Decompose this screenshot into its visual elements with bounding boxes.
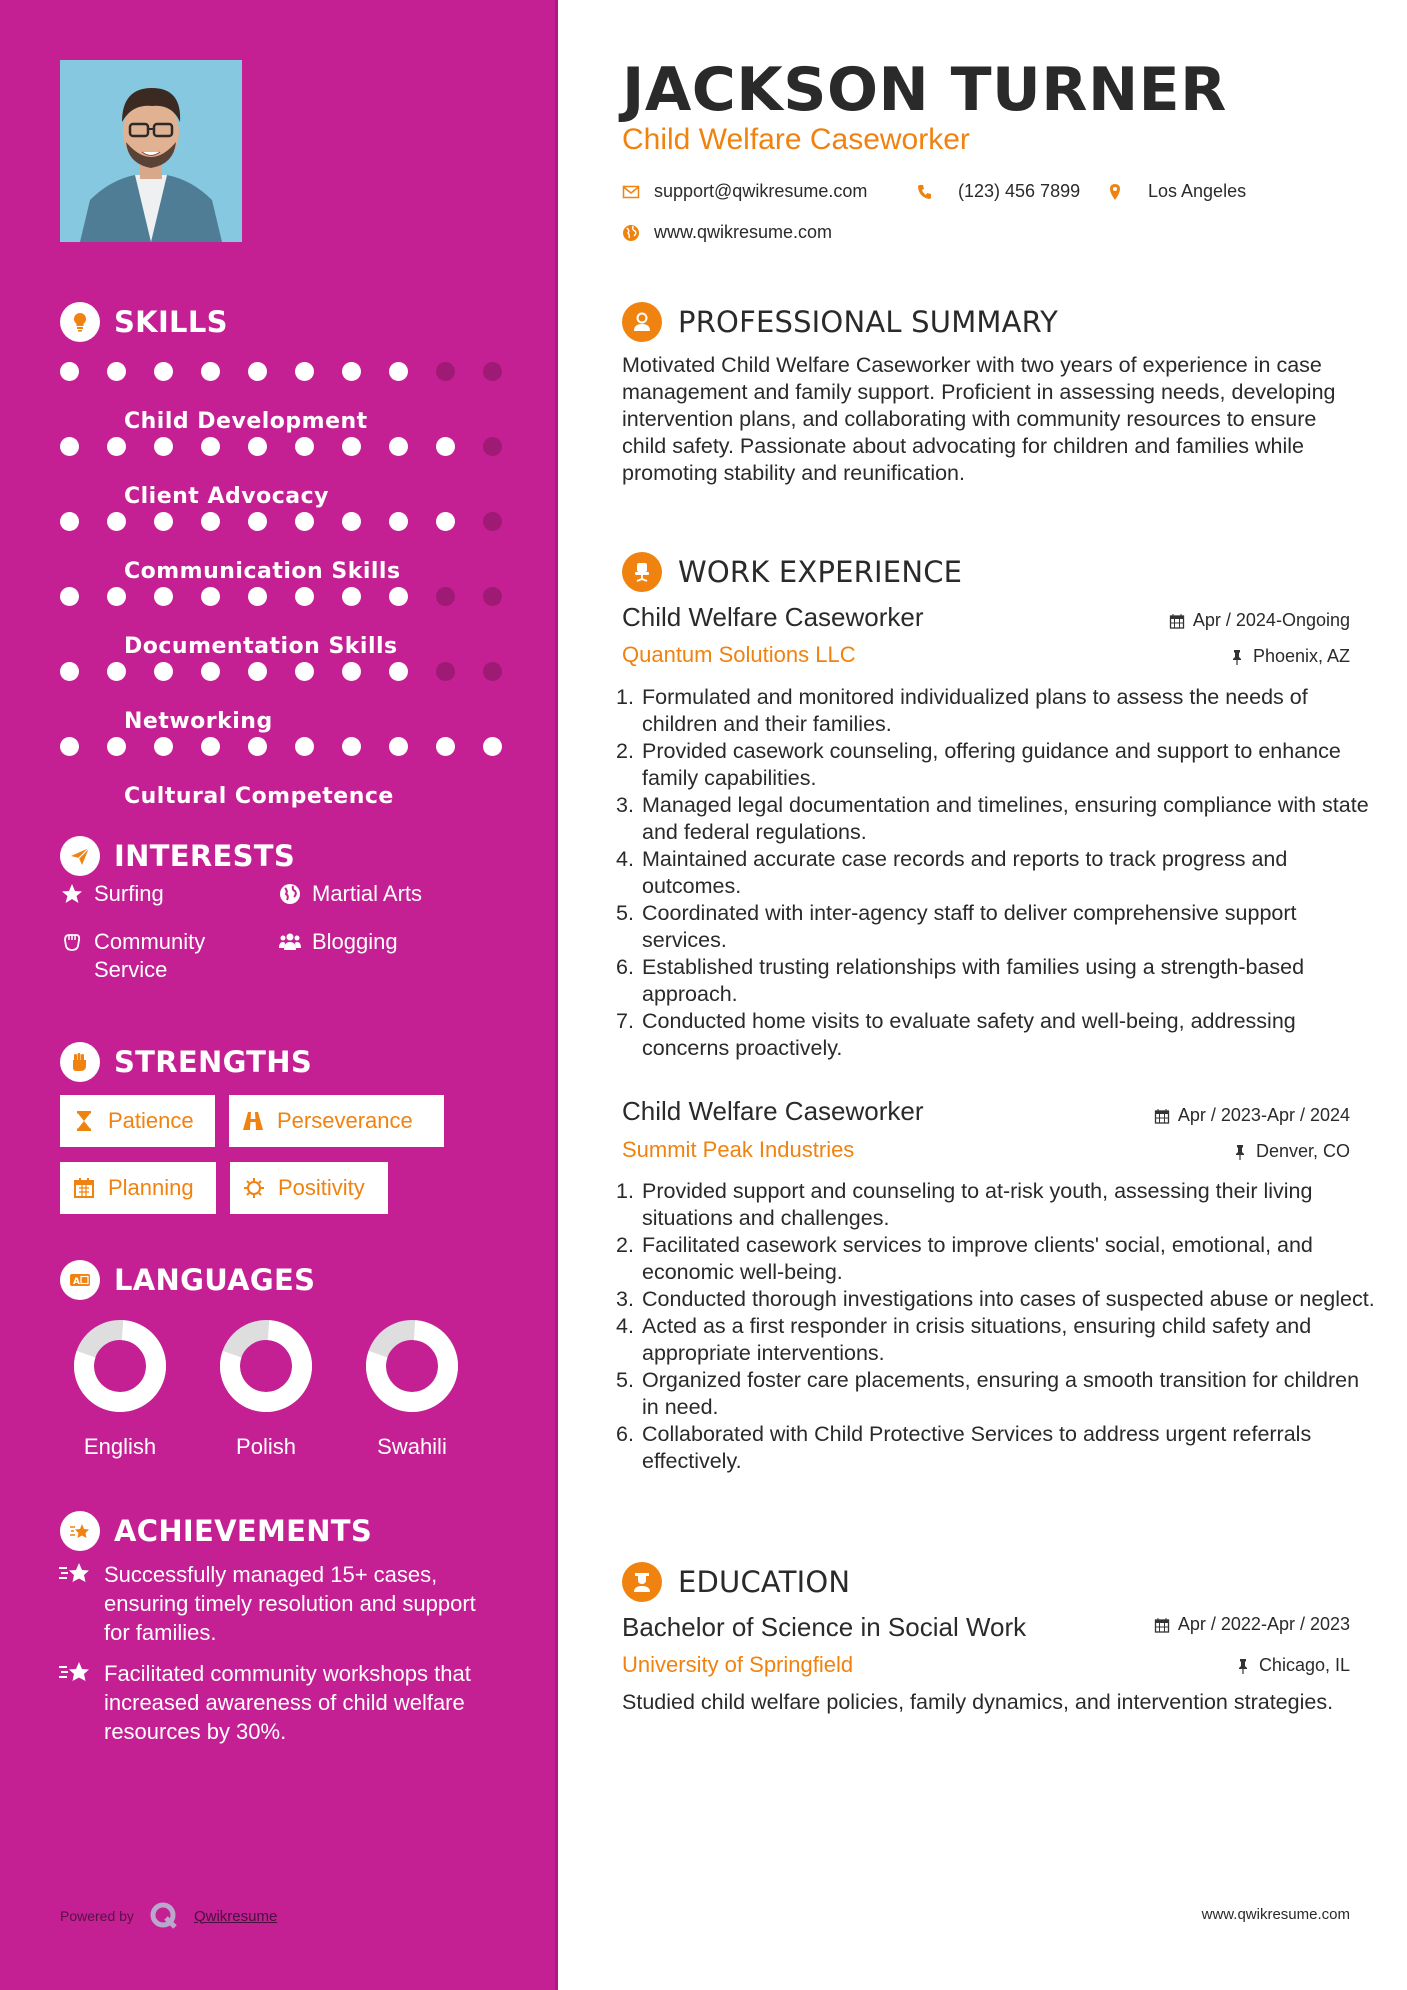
- list-number: 5.: [616, 901, 634, 925]
- map-pin-icon: [1106, 183, 1124, 201]
- education-description: Studied child welfare policies, family dynamics, and intervention strategies.: [622, 1690, 1334, 1714]
- rating-dot-filled: [154, 737, 173, 756]
- rating-dot-filled: [201, 662, 220, 681]
- language-name: Swahili: [377, 1434, 447, 1459]
- fist-icon: [60, 1042, 100, 1082]
- rating-dot-filled: [154, 437, 173, 456]
- phone-icon: [916, 183, 934, 201]
- language-item: [352, 1320, 472, 1460]
- language-item: [60, 1320, 180, 1460]
- rating-dot-filled: [201, 437, 220, 456]
- interest-item: Surfing: [60, 880, 164, 908]
- calendar-icon: [1169, 613, 1185, 629]
- rating-dot-empty: [483, 362, 502, 381]
- rating-dot-filled: [107, 512, 126, 531]
- rating-dot-filled: [201, 362, 220, 381]
- responsibility-text: Organized foster care placements, ensuring a smooth transition for children in need.: [642, 1368, 1360, 1419]
- job-2-responsibilities: [616, 1178, 1376, 1475]
- achievement-item: Facilitated community workshops that increased awareness of child welfare resources by 30%.: [58, 1659, 498, 1746]
- responsibility-item: [616, 684, 1376, 738]
- skill-name: Communication Skills: [124, 559, 401, 584]
- education-heading: EDUCATION: [622, 1562, 850, 1602]
- rating-dot-filled: [389, 662, 408, 681]
- summary-heading: PROFESSIONAL SUMMARY: [622, 302, 1058, 342]
- users-icon: [278, 930, 302, 954]
- skill-item: [60, 577, 520, 659]
- rating-dot-filled: [60, 437, 79, 456]
- interest-item: Blogging: [278, 928, 398, 956]
- rating-dot-filled: [342, 737, 361, 756]
- degree-title: Bachelor of Science in Social Work: [622, 1612, 1027, 1642]
- list-number: 1.: [616, 1179, 634, 1203]
- rating-dot-filled: [295, 512, 314, 531]
- rating-dot-filled: [389, 362, 408, 381]
- proficiency-donut-icon: [74, 1320, 166, 1412]
- rating-dot-filled: [342, 662, 361, 681]
- responsibility-text: Maintained accurate case records and reports to track progress and outcomes.: [642, 847, 1288, 898]
- globe-icon: [622, 224, 640, 242]
- paper-plane-icon: [60, 836, 100, 876]
- responsibility-text: Provided support and counseling to at-risk youth, assessing their living situations and challenges.: [642, 1179, 1313, 1230]
- list-number: 3.: [616, 793, 634, 817]
- rating-dot-filled: [107, 362, 126, 381]
- skill-rating: [60, 587, 520, 606]
- shooting-star-icon: [58, 1560, 92, 1588]
- candidate-name: JACKSON TURNER: [622, 55, 1227, 125]
- responsibility-text: Acted as a first responder in crisis situations, ensuring child safety and appropriate interventions.: [642, 1314, 1312, 1365]
- rating-dot-empty: [436, 362, 455, 381]
- skill-item: [60, 427, 520, 509]
- rating-dot-filled: [295, 662, 314, 681]
- skill-name: Documentation Skills: [124, 634, 398, 659]
- list-number: 3.: [616, 1287, 634, 1311]
- main-content: [558, 0, 1407, 1990]
- rating-dot-filled: [201, 512, 220, 531]
- user-icon: [622, 302, 662, 342]
- job-1-responsibilities: [616, 684, 1376, 1062]
- summary-text: Motivated Child Welfare Caseworker with two years of experience in case management and family support. Proficient in assessing needs, developing intervention plans, and collaborating with community resources to ensure child safety. Passionate about advocating for children and families while promoting stability and reunification.: [622, 353, 1336, 485]
- skill-name: Networking: [124, 709, 273, 734]
- rating-dot-filled: [107, 437, 126, 456]
- achievement-item: Successfully managed 15+ cases, ensuring timely resolution and support for families.: [58, 1560, 498, 1647]
- skill-item: [60, 727, 520, 809]
- interest-item: Community Service: [60, 928, 244, 984]
- job-1-title: Child Welfare Caseworker: [622, 602, 924, 632]
- responsibility-text: Conducted home visits to evaluate safety and well-being, addressing concerns proactively.: [642, 1009, 1296, 1060]
- shooting-star-icon: [60, 1511, 100, 1551]
- rating-dot-filled: [436, 737, 455, 756]
- rating-dot-empty: [483, 512, 502, 531]
- skill-rating: [60, 362, 520, 381]
- rating-dot-filled: [295, 737, 314, 756]
- skill-rating: [60, 512, 520, 531]
- achievements-heading: ACHIEVEMENTS: [60, 1511, 372, 1551]
- rating-dot-filled: [389, 512, 408, 531]
- responsibility-text: Provided casework counseling, offering guidance and support to enhance family capabilities.: [642, 739, 1341, 790]
- contact-phone: (123) 456 7899: [916, 181, 1080, 202]
- skills-heading: SKILLS: [60, 302, 228, 342]
- responsibility-item: [616, 900, 1376, 954]
- shooting-star-icon: [58, 1659, 92, 1687]
- rating-dot-empty: [436, 587, 455, 606]
- skill-rating: [60, 662, 520, 681]
- languages-heading: A LANGUAGES: [60, 1260, 315, 1300]
- footer-website[interactable]: www.qwikresume.com: [1201, 1906, 1350, 1923]
- responsibility-text: Managed legal documentation and timelines, ensuring compliance with state and federal regulations.: [642, 793, 1369, 844]
- star-icon: [60, 882, 84, 906]
- powered-by: Powered by Qwikresume: [60, 1900, 277, 1932]
- list-number: 4.: [616, 847, 634, 871]
- rating-dot-filled: [154, 362, 173, 381]
- strength-chip: Perseverance: [229, 1095, 444, 1147]
- rating-dot-filled: [342, 362, 361, 381]
- rating-dot-empty: [436, 662, 455, 681]
- responsibility-text: Formulated and monitored individualized plans to assess the needs of children and their families.: [642, 685, 1308, 736]
- responsibility-item: [616, 1008, 1376, 1062]
- rating-dot-filled: [483, 737, 502, 756]
- profile-photo: [60, 60, 242, 242]
- list-number: 7.: [616, 1009, 634, 1033]
- rating-dot-filled: [60, 512, 79, 531]
- list-number: 1.: [616, 685, 634, 709]
- qwikresume-link[interactable]: Qwikresume: [193, 1907, 278, 1925]
- list-number: 5.: [616, 1368, 634, 1392]
- job-1-company: Quantum Solutions LLC: [622, 642, 856, 667]
- responsibility-text: Conducted thorough investigations into cases of suspected abuse or neglect.: [642, 1287, 1375, 1311]
- rating-dot-filled: [154, 512, 173, 531]
- rating-dot-filled: [248, 512, 267, 531]
- interest-item: Martial Arts: [278, 880, 422, 908]
- skill-rating: [60, 737, 520, 756]
- strengths-heading: STRENGTHS: [60, 1042, 312, 1082]
- responsibility-item: [616, 954, 1376, 1008]
- rating-dot-filled: [389, 737, 408, 756]
- rating-dot-filled: [107, 662, 126, 681]
- rating-dot-filled: [436, 437, 455, 456]
- pushpin-icon: [1232, 1144, 1248, 1160]
- rating-dot-filled: [248, 737, 267, 756]
- rating-dot-filled: [248, 437, 267, 456]
- rating-dot-filled: [295, 362, 314, 381]
- rating-dot-filled: [342, 587, 361, 606]
- responsibility-text: Established trusting relationships with families using a strength-based approach.: [642, 955, 1305, 1006]
- school-name: University of Springfield: [622, 1652, 854, 1677]
- hourglass-icon: [72, 1109, 96, 1133]
- responsibility-item: [616, 1367, 1376, 1421]
- proficiency-donut-icon: [220, 1320, 312, 1412]
- skill-item: [60, 352, 520, 434]
- responsibility-item: [616, 1421, 1376, 1475]
- job-2-dates: Apr / 2023-Apr / 2024: [1154, 1105, 1350, 1126]
- responsibility-item: [616, 1178, 1376, 1232]
- rating-dot-filled: [248, 587, 267, 606]
- hand-icon: [60, 930, 84, 954]
- list-number: 4.: [616, 1314, 634, 1338]
- responsibility-text: Collaborated with Child Protective Services to address urgent referrals effectively.: [642, 1422, 1312, 1473]
- skill-rating: [60, 437, 520, 456]
- rating-dot-filled: [60, 662, 79, 681]
- job-1-location: Phoenix, AZ: [1229, 646, 1350, 667]
- rating-dot-filled: [60, 737, 79, 756]
- responsibility-item: [616, 792, 1376, 846]
- job-2-title: Child Welfare Caseworker: [622, 1096, 924, 1126]
- rating-dot-filled: [201, 737, 220, 756]
- lightbulb-icon: [60, 302, 100, 342]
- rating-dot-filled: [154, 587, 173, 606]
- strength-chip: Planning: [60, 1162, 216, 1214]
- job-title: Child Welfare Caseworker: [622, 123, 970, 156]
- sidebar: [0, 0, 558, 1990]
- translate-icon: [60, 1260, 100, 1300]
- education-location: Chicago, IL: [1235, 1655, 1350, 1676]
- list-number: 2.: [616, 739, 634, 763]
- graduate-icon: [622, 1562, 662, 1602]
- rating-dot-filled: [389, 587, 408, 606]
- responsibility-item: [616, 1286, 1376, 1313]
- sun-icon: [242, 1176, 266, 1200]
- proficiency-donut-icon: [366, 1320, 458, 1412]
- rating-dot-empty: [483, 662, 502, 681]
- rating-dot-filled: [248, 662, 267, 681]
- pushpin-icon: [1229, 649, 1245, 665]
- contact-website: www.qwikresume.com: [622, 222, 832, 243]
- rating-dot-filled: [342, 512, 361, 531]
- globe-icon: [278, 882, 302, 906]
- rating-dot-filled: [248, 362, 267, 381]
- rating-dot-filled: [60, 362, 79, 381]
- skill-item: [60, 502, 520, 584]
- responsibility-text: Coordinated with inter-agency staff to deliver comprehensive support services.: [642, 901, 1297, 952]
- responsibility-item: [616, 1232, 1376, 1286]
- calendar-icon: [1154, 1108, 1170, 1124]
- rating-dot-filled: [295, 437, 314, 456]
- strength-chip: Patience: [60, 1095, 215, 1147]
- job-2-location: Denver, CO: [1232, 1141, 1350, 1162]
- strength-chip: Positivity: [230, 1162, 388, 1214]
- language-name: Polish: [236, 1434, 296, 1459]
- skill-name: Child Development: [124, 409, 368, 434]
- responsibility-item: [616, 1313, 1376, 1367]
- experience-heading: WORK EXPERIENCE: [622, 552, 962, 592]
- rating-dot-filled: [201, 587, 220, 606]
- rating-dot-filled: [107, 737, 126, 756]
- office-chair-icon: [622, 552, 662, 592]
- road-icon: [241, 1109, 265, 1133]
- skill-item: [60, 652, 520, 734]
- interests-heading: INTERESTS: [60, 836, 295, 876]
- qwikresume-logo-icon: [148, 1900, 180, 1932]
- pushpin-icon: [1235, 1658, 1251, 1674]
- responsibility-item: [616, 738, 1376, 792]
- skill-name: Client Advocacy: [124, 484, 329, 509]
- rating-dot-filled: [342, 437, 361, 456]
- responsibility-text: Facilitated casework services to improve clients' social, emotional, and economic well-being.: [642, 1233, 1313, 1284]
- rating-dot-filled: [389, 437, 408, 456]
- list-number: 6.: [616, 955, 634, 979]
- svg-text:A: A: [73, 1277, 80, 1287]
- rating-dot-filled: [107, 587, 126, 606]
- job-1-dates: Apr / 2024-Ongoing: [1169, 610, 1350, 631]
- rating-dot-empty: [483, 587, 502, 606]
- language-name: English: [83, 1434, 157, 1459]
- list-number: 6.: [616, 1422, 634, 1446]
- contact-location: Los Angeles: [1106, 181, 1246, 202]
- envelope-icon: [622, 183, 640, 201]
- rating-dot-filled: [60, 587, 79, 606]
- skill-name: Cultural Competence: [124, 784, 394, 809]
- person-photo-icon: [60, 60, 242, 242]
- calendar-icon: [1154, 1617, 1170, 1633]
- job-2-company: Summit Peak Industries: [622, 1137, 855, 1162]
- language-item: [206, 1320, 326, 1460]
- rating-dot-filled: [154, 662, 173, 681]
- education-dates: Apr / 2022-Apr / 2023: [1154, 1614, 1350, 1635]
- calendar-icon: [72, 1176, 96, 1200]
- rating-dot-filled: [436, 512, 455, 531]
- rating-dot-filled: [295, 587, 314, 606]
- contact-email: support@qwikresume.com: [622, 181, 867, 202]
- responsibility-item: [616, 846, 1376, 900]
- rating-dot-empty: [483, 437, 502, 456]
- list-number: 2.: [616, 1233, 634, 1257]
